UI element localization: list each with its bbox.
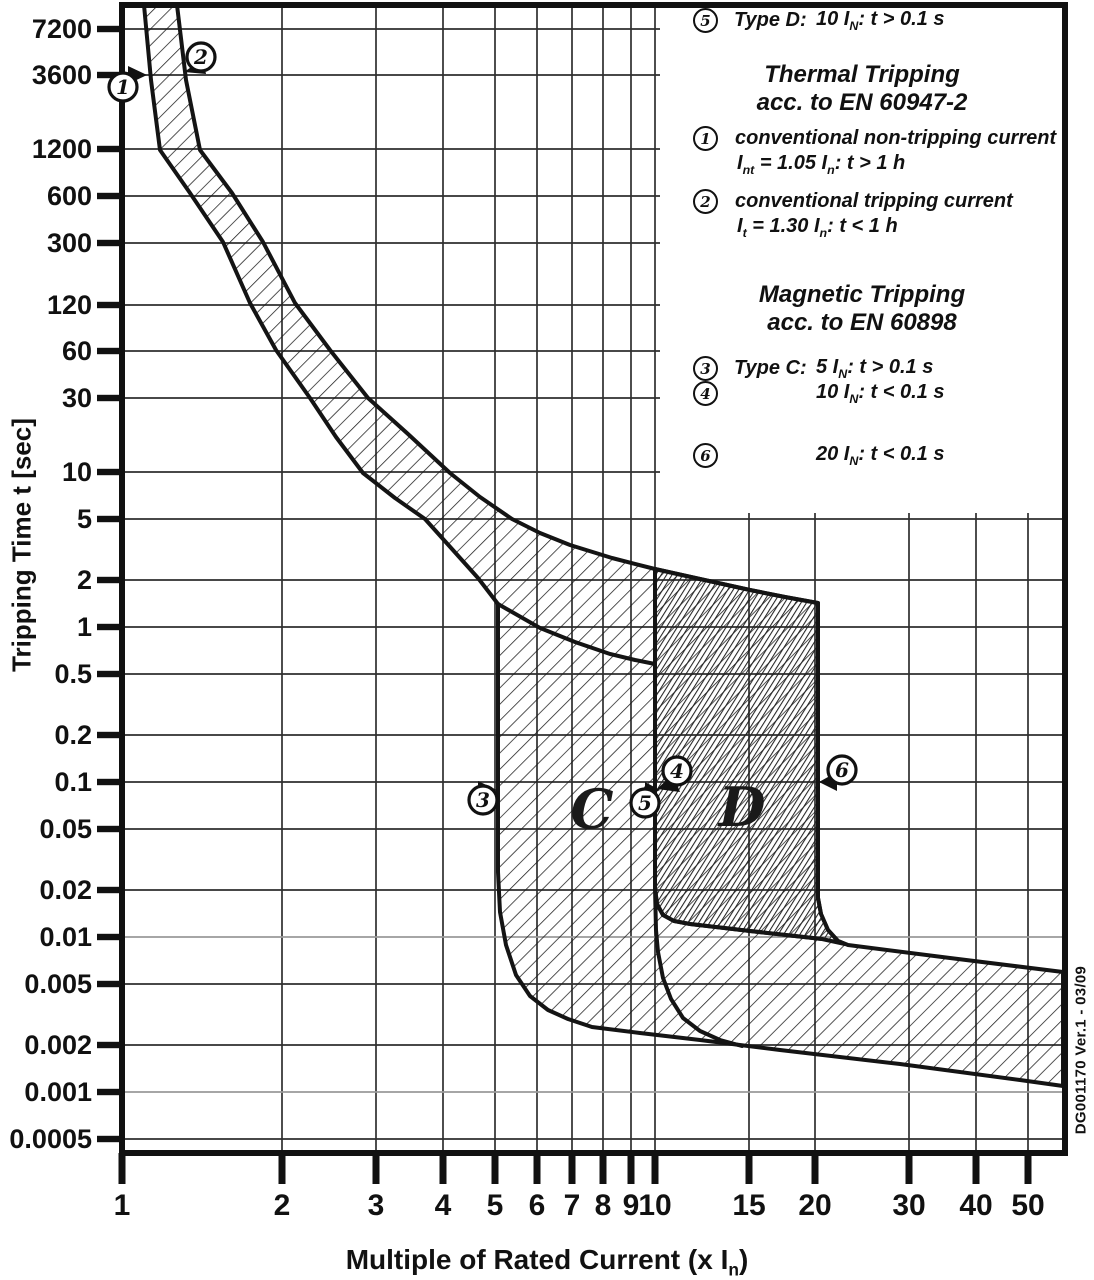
svg-text:0.005: 0.005 <box>24 969 92 999</box>
svg-text:40: 40 <box>959 1189 993 1222</box>
svg-text:600: 600 <box>46 181 92 211</box>
svg-text:2: 2 <box>76 565 92 595</box>
svg-text:1200: 1200 <box>31 134 92 164</box>
svg-text:0.01: 0.01 <box>39 922 92 952</box>
svg-text:0.0005: 0.0005 <box>9 1124 92 1154</box>
svg-text:4: 4 <box>670 759 684 783</box>
x-axis-title: Multiple of Rated Current (x $I_n$) <box>345 1244 749 1280</box>
svg-text:1: 1 <box>116 75 130 99</box>
svg-text:10: 10 <box>638 1189 672 1222</box>
magnetic-header: Magnetic Tripping <box>758 281 966 308</box>
legend-marker-3-icon: 3 <box>693 356 718 381</box>
svg-text:0.2: 0.2 <box>54 720 92 750</box>
svg-text:15: 15 <box>732 1189 766 1222</box>
svg-text:3600: 3600 <box>31 60 92 90</box>
thermal-header: Thermal Tripping <box>764 61 960 88</box>
svg-text:3: 3 <box>476 788 490 812</box>
legend-marker-6-icon: 6 <box>693 443 718 468</box>
svg-text:1: 1 <box>76 612 92 642</box>
svg-text:9: 9 <box>622 1189 640 1222</box>
legend-marker-5-icon: 5 <box>693 8 718 33</box>
svg-text:8: 8 <box>594 1189 612 1222</box>
legend-panel <box>662 8 1062 513</box>
svg-text:0.002: 0.002 <box>24 1030 92 1060</box>
svg-text:0.02: 0.02 <box>39 875 92 905</box>
svg-text:60: 60 <box>61 336 92 366</box>
svg-text:0.5: 0.5 <box>54 659 92 689</box>
svg-text:0.05: 0.05 <box>39 814 92 844</box>
type-d-label: Type D: <box>734 9 807 31</box>
item1-description: conventional non-tripping current <box>735 127 1057 149</box>
svg-text:50: 50 <box>1011 1189 1045 1222</box>
svg-text:4: 4 <box>434 1189 452 1222</box>
svg-text:7200: 7200 <box>31 14 92 44</box>
svg-text:10: 10 <box>61 457 92 487</box>
svg-text:30: 30 <box>61 383 92 413</box>
svg-text:6: 6 <box>528 1189 546 1222</box>
svg-text:5: 5 <box>638 791 652 815</box>
y-axis-title: Tripping Time t [sec] <box>6 418 37 672</box>
svg-text:30: 30 <box>892 1189 926 1222</box>
legend-marker-1-icon: 1 <box>693 126 718 151</box>
legend-marker-4-icon: 4 <box>693 381 718 406</box>
svg-text:0.1: 0.1 <box>54 767 92 797</box>
svg-text:C: C <box>570 777 614 841</box>
type-c-threshold-1: 5 $I_N$: t > 0.1 s <box>816 356 934 381</box>
type-c-threshold-2: 10 $I_N$: t < 0.1 s <box>816 381 945 406</box>
svg-text:7: 7 <box>563 1189 581 1222</box>
svg-text:5: 5 <box>486 1189 504 1222</box>
thermal-standard: acc. to EN 60947-2 <box>756 89 968 116</box>
document-id-watermark: DG001170 Ver.1 - 03/09 <box>1072 965 1090 1135</box>
item2-formula: $I_t = 1.30$ $I_n$: t < 1 h <box>737 215 898 240</box>
svg-text:D: D <box>718 775 766 839</box>
type-d-threshold-1: 10 $I_N$: t > 0.1 s <box>816 8 945 33</box>
svg-text:1: 1 <box>113 1189 131 1222</box>
magnetic-standard: acc. to EN 60898 <box>767 309 957 336</box>
svg-text:3: 3 <box>367 1189 385 1222</box>
legend-marker-2-icon: 2 <box>693 189 718 214</box>
svg-text:0.001: 0.001 <box>24 1077 92 1107</box>
svg-text:5: 5 <box>76 504 92 534</box>
svg-text:2: 2 <box>194 45 208 69</box>
svg-text:6: 6 <box>835 758 849 782</box>
svg-text:20: 20 <box>798 1189 832 1222</box>
type-c-label: Type C: <box>734 357 807 379</box>
type-d-threshold-2: 20 $I_N$: t < 0.1 s <box>816 443 945 468</box>
svg-text:300: 300 <box>46 228 92 258</box>
svg-text:120: 120 <box>46 290 92 320</box>
item1-formula: $I_{nt} = 1.05$ $I_n$: t > 1 h <box>737 152 906 177</box>
svg-text:2: 2 <box>273 1189 291 1222</box>
item2-description: conventional tripping current <box>735 190 1013 212</box>
